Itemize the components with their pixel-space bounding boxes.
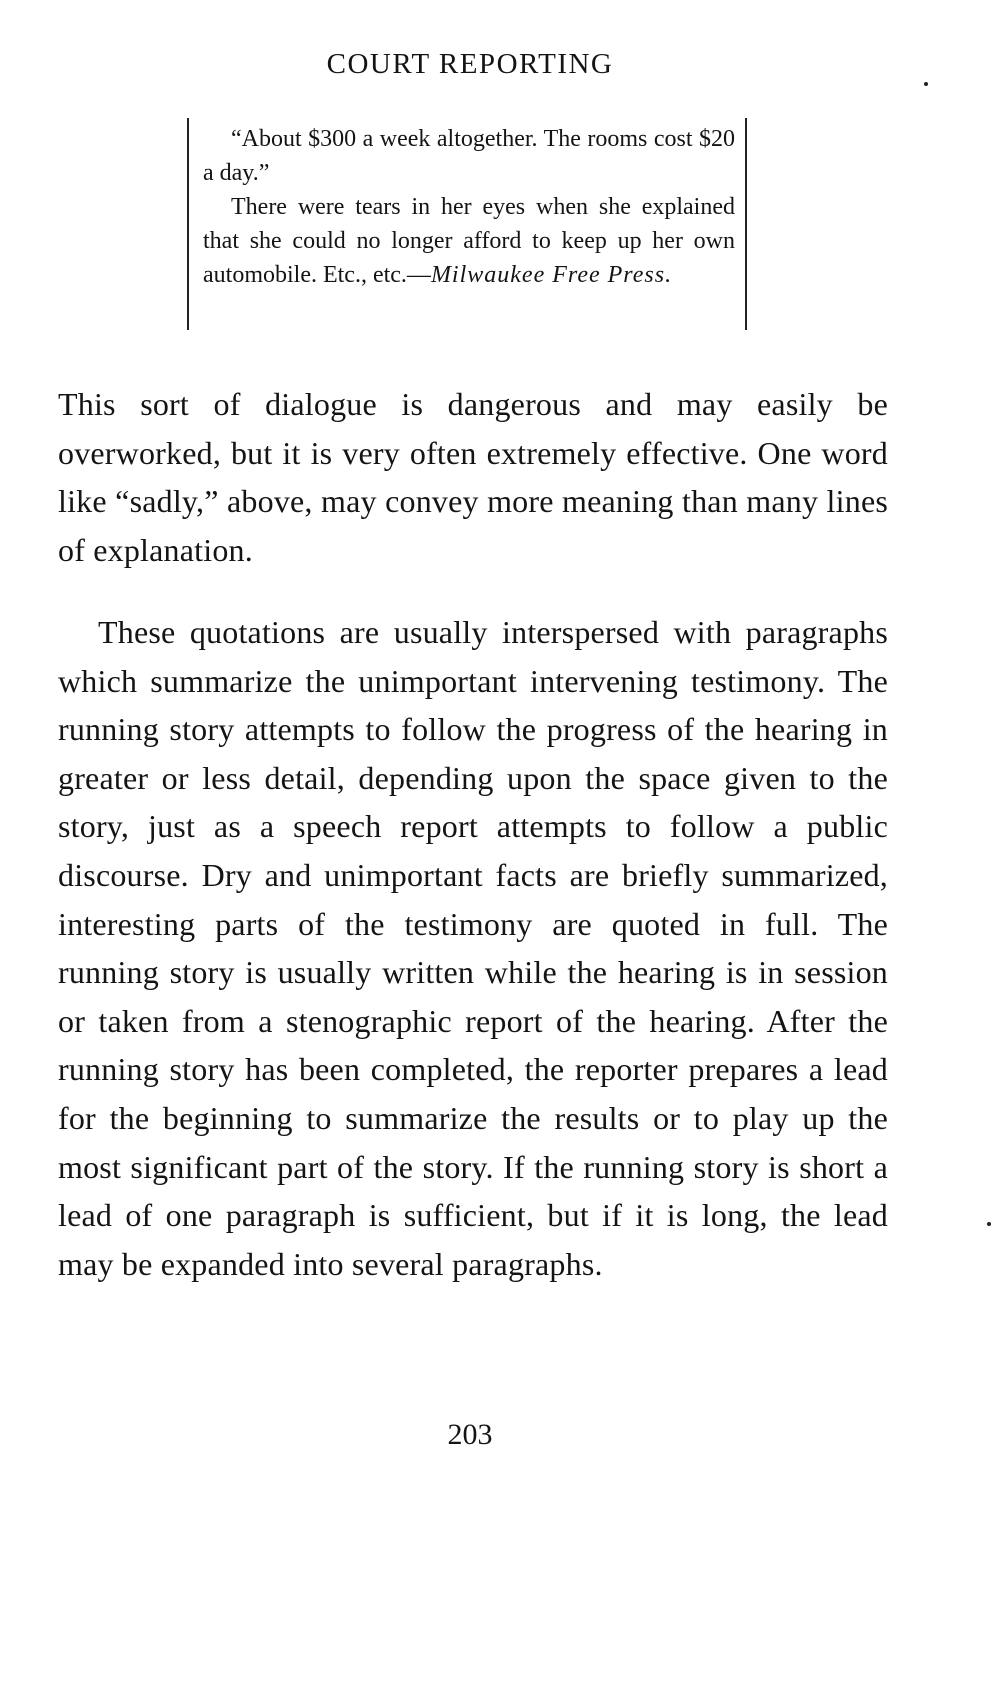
running-head: COURT REPORTING <box>326 48 614 80</box>
body-paragraph-1 <box>58 380 888 574</box>
margin-speck <box>987 1222 991 1226</box>
quote-line-2-text: There were tears in her eyes when she explained that she could no longer afford to keep up her own automobile. Etc., etc.— <box>203 194 735 288</box>
margin-speck <box>924 82 928 86</box>
page-number: 203 <box>447 1418 493 1451</box>
paragraph-text: These quotations are usually interspersed with paragraphs which summarize the unimportant intervening testimony. The running story attempts to follow the progress of the hearing in greater or less detail, depending upon the space given to the story, just as a speech report attempts to follow a public discourse. Dry and unimportant facts are briefly summarized, interesting parts of the testimony are quoted in full. The running story is usually written while the hearing is in session or taken from a stenographic report of the hearing. After the running story has been completed, the reporter prepares a lead for the beginning to summarize the results or to play up the most significant part of the story. If the running story is short a lead of one paragraph is sufficient, but if it is long, the lead may be expanded into several paragraphs. <box>58 614 888 1282</box>
quote-source: Milwaukee Free Press. <box>430 262 673 288</box>
paragraph-text: This sort of dialogue is dangerous and may easily be overworked, but it is very often extremely effective. One word like “sadly,” above, may convey more meaning than many lines of explanation. <box>58 386 888 568</box>
quoted-excerpt-box <box>187 118 747 330</box>
body-paragraph-2 <box>58 608 888 1288</box>
quote-line-1: “About $300 a week altogether. The rooms cost $20 a day.” <box>203 126 735 186</box>
quote-line-2 <box>203 190 735 292</box>
